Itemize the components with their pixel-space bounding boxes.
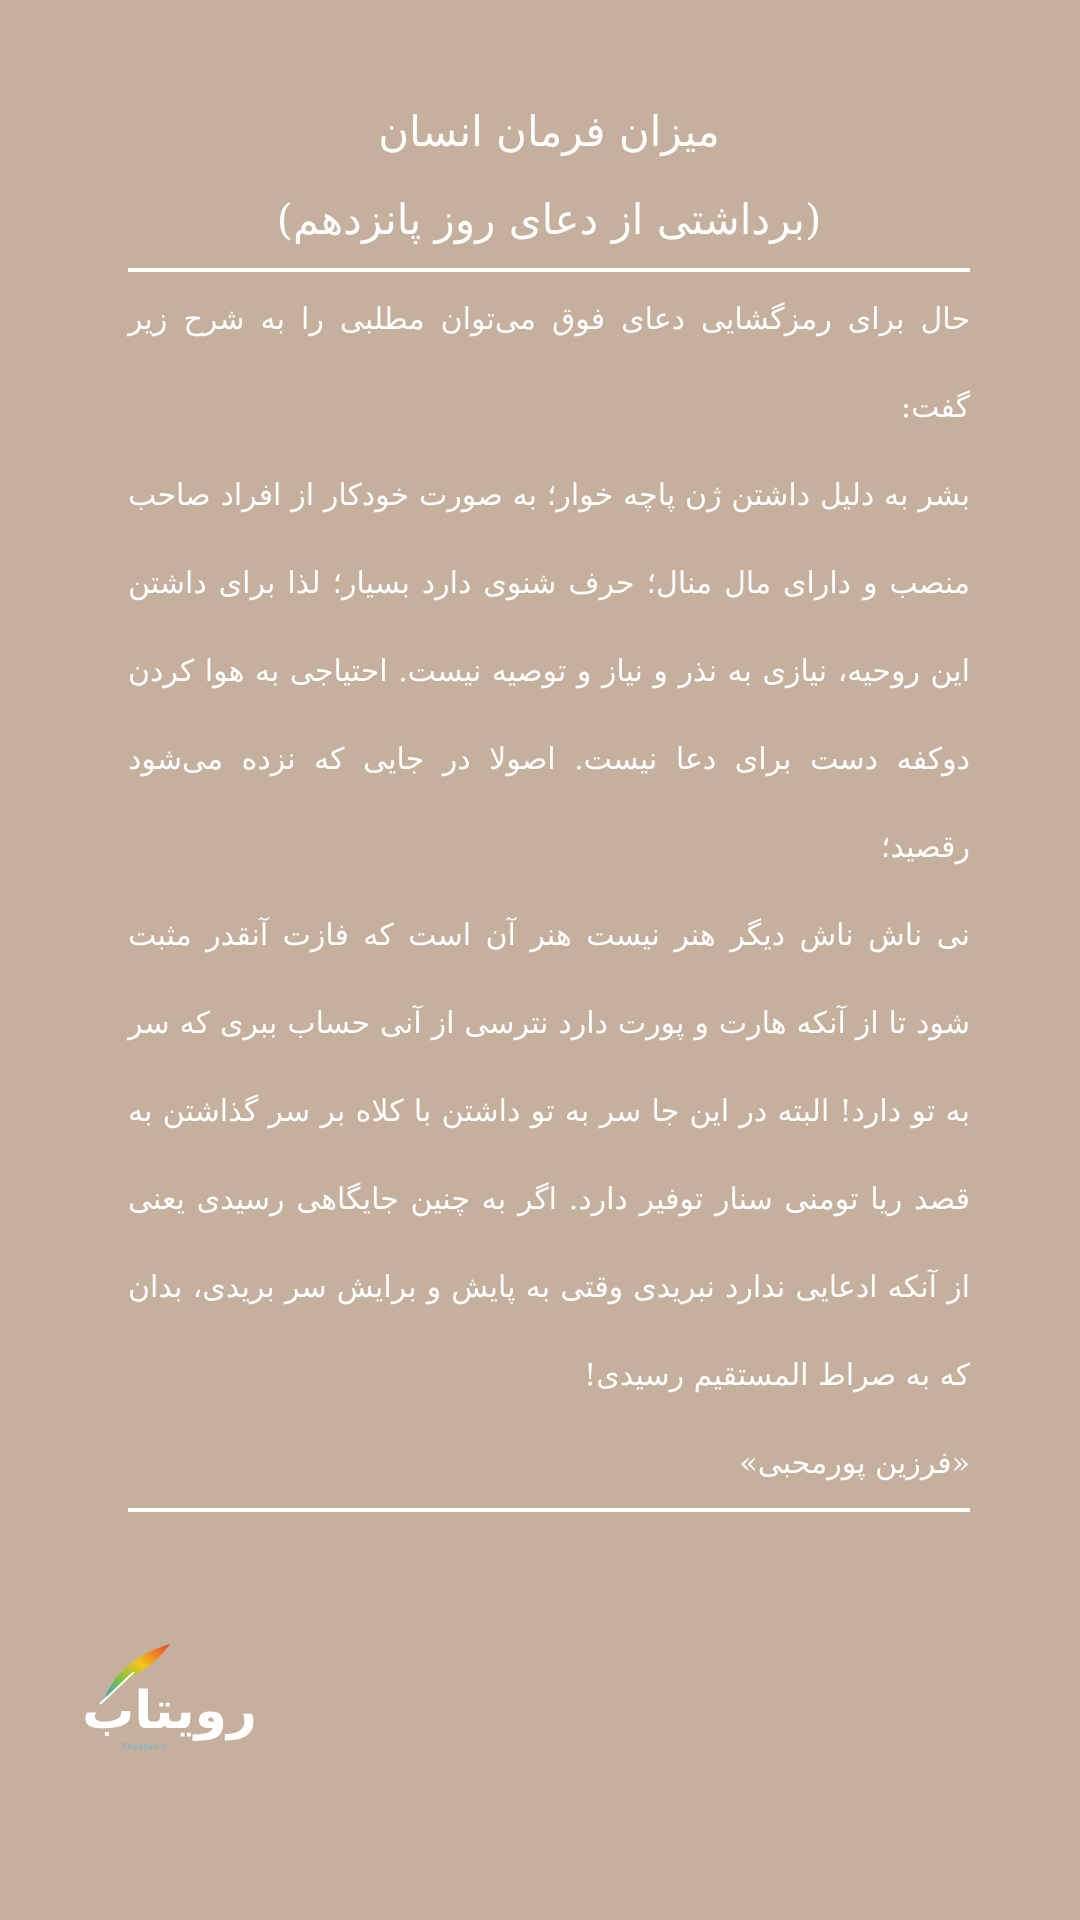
paragraph-1: حال برای رمزگشایی دعای فوق می‌توان مطلبی را به شرح زیر گفت: [128, 302, 970, 425]
author-signature: «فرزین پورمحبی» [739, 1446, 970, 1481]
page-subtitle: (برداشتی از دعای روز پانزدهم) [276, 195, 822, 244]
paragraph-3: نی ناش ناش دیگر هنر نیست هنر آن است که فازت آنقدر مثبت شود تا از آنکه هارت و پورت دارد نترسی از آنی حساب ببری که سر به تو دارد! البته در این جا سر به تو داشتن با کلاه بر سر گذاشتن به قصد ریا تومنی سنار توفیر دارد. اگر به چنین جایگاهی رسیدی یعنی از آنکه ادعایی ندارد نبریدی وقتی به پایش و برایش سر بریدی، بدان که به صراط المستقیم رسیدی! [128, 918, 970, 1393]
paragraph-2: بشر به دلیل داشتن ژن پاچه خوار؛ به صورت خودکار از افراد صاحب منصب و دارای مال منال؛ حرف شنوی دارد بسیار؛ لذا برای داشتن این روحیه، نیازی به نذر و نیاز و توصیه نیست. احتیاجی به هوا کردن دوکفه دست برای دعا نیست. اصولا در جایی که نزده می‌شود رقصید؛ [128, 478, 970, 865]
logo-text: رویتاب [82, 1681, 257, 1741]
top-divider [128, 268, 970, 272]
logo-subtext: Royetab.ir [122, 1742, 168, 1751]
brand-logo [82, 1638, 262, 1758]
article-body [128, 276, 970, 1420]
bottom-divider [128, 1508, 970, 1512]
title-block [128, 88, 970, 264]
page-title: میزان فرمان انسان [378, 107, 720, 156]
article [128, 0, 970, 1512]
